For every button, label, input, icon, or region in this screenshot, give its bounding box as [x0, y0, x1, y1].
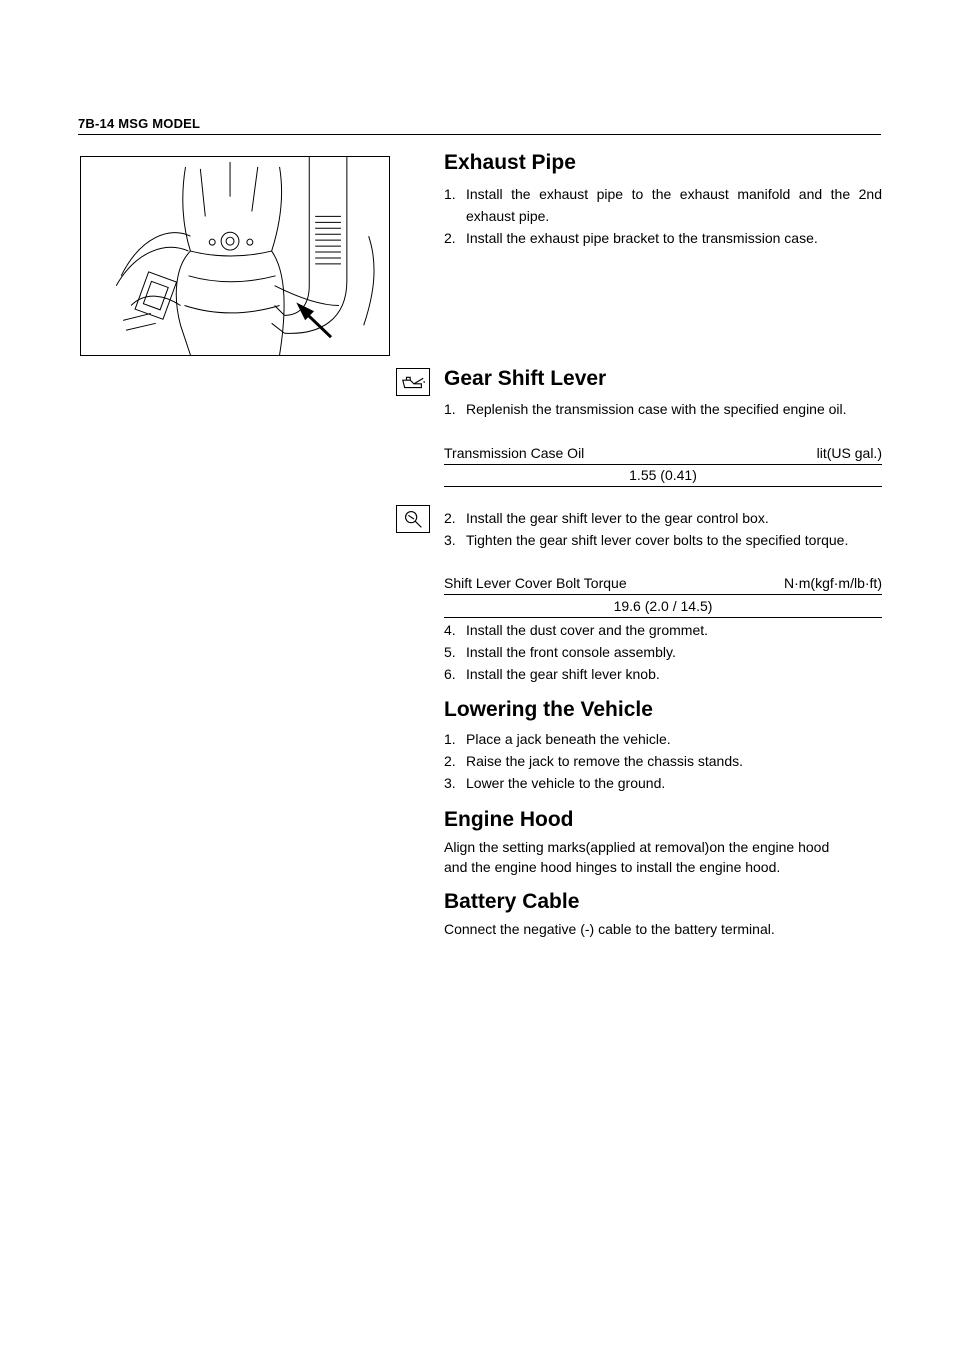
- oil-spec-header: [444, 444, 882, 465]
- step-text: Raise the jack to remove the chassis stands.: [466, 753, 744, 769]
- step-number: 3.: [444, 532, 456, 548]
- list-item: [444, 398, 882, 420]
- spec-unit: N·m(kgf·m/lb·ft): [784, 575, 882, 591]
- step-text: Tighten the gear shift lever cover bolts to the specified torque.: [466, 532, 849, 548]
- torque-spec-value: 19.6 (2.0 / 14.5): [444, 595, 882, 618]
- gear-steps-b: [444, 619, 882, 685]
- step-number: 1.: [444, 186, 456, 202]
- torque-spec-header: [444, 574, 882, 595]
- step-number: 4.: [444, 622, 456, 638]
- list-item: [444, 619, 882, 641]
- list-item: [444, 507, 882, 529]
- step-number: 6.: [444, 666, 456, 682]
- step-text: Install the exhaust pipe to the exhaust manifold and the 2nd exhaust pipe.: [466, 186, 882, 224]
- list-item: [444, 772, 882, 794]
- engine-hood-text: Align the setting marks(applied at removal)on the engine hood and the engine hood hinges to install the engine hood.: [444, 839, 830, 875]
- lowering-section: [444, 698, 882, 794]
- exhaust-pipe-drawing: [81, 157, 389, 355]
- magnifier-icon: [396, 505, 430, 533]
- step-number: 3.: [444, 775, 456, 791]
- list-item: [444, 728, 882, 750]
- engine-hood-heading: Engine Hood: [444, 808, 574, 831]
- list-item: [444, 750, 882, 772]
- step-text: Install the front console assembly.: [466, 644, 676, 660]
- step-number: 2.: [444, 230, 456, 246]
- list-item: [444, 227, 882, 249]
- step-text: Install the gear shift lever knob.: [466, 666, 660, 682]
- battery-cable-heading: Battery Cable: [444, 890, 580, 913]
- lowering-heading: Lowering the Vehicle: [444, 698, 653, 721]
- step-number: 2.: [444, 753, 456, 769]
- list-item: [444, 529, 882, 551]
- step-text: Install the gear shift lever to the gear control box.: [466, 510, 769, 526]
- battery-cable-section: [444, 890, 882, 939]
- spec-unit: lit(US gal.): [816, 445, 882, 461]
- gear-steps-a: [444, 507, 882, 551]
- step-text: Replenish the transmission case with the specified engine oil.: [466, 401, 847, 417]
- spec-label: Shift Lever Cover Bolt Torque: [444, 575, 627, 591]
- exhaust-pipe-illustration: [80, 156, 390, 356]
- step-number: 1.: [444, 731, 456, 747]
- page-header: [78, 114, 881, 135]
- spec-label: Transmission Case Oil: [444, 445, 585, 461]
- oil-spec-value: 1.55 (0.41): [444, 464, 882, 487]
- header-title: 7B-14 MSG MODEL: [78, 116, 201, 131]
- step-number: 1.: [444, 401, 456, 417]
- step-text: Install the dust cover and the grommet.: [466, 622, 709, 638]
- oil-can-icon: [396, 368, 430, 396]
- list-item: [444, 663, 882, 685]
- step-number: 5.: [444, 644, 456, 660]
- battery-cable-text: Connect the negative (-) cable to the battery terminal.: [444, 921, 775, 937]
- exhaust-pipe-section: [444, 151, 882, 249]
- step-text: Install the exhaust pipe bracket to the transmission case.: [466, 230, 818, 246]
- engine-hood-section: [444, 808, 882, 877]
- gear-shift-section: [444, 367, 882, 420]
- step-text: Lower the vehicle to the ground.: [466, 775, 666, 791]
- gear-shift-heading: Gear Shift Lever: [444, 367, 607, 390]
- exhaust-pipe-heading: Exhaust Pipe: [444, 151, 576, 174]
- list-item: [444, 183, 882, 227]
- list-item: [444, 641, 882, 663]
- step-text: Place a jack beneath the vehicle.: [466, 731, 671, 747]
- step-number: 2.: [444, 510, 456, 526]
